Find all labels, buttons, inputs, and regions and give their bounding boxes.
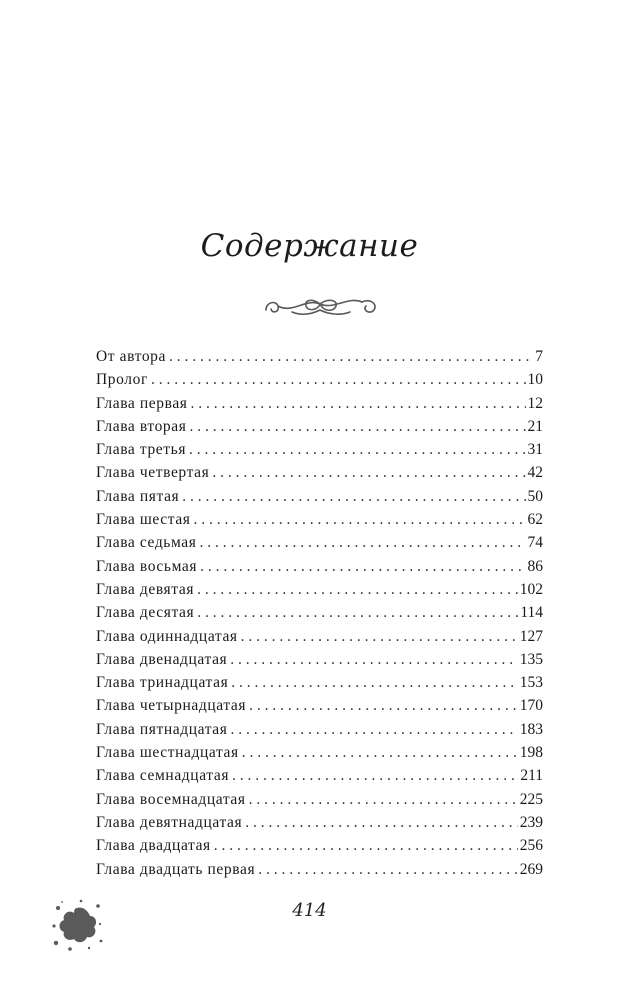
toc-dot-leader bbox=[258, 858, 518, 881]
toc-entry bbox=[96, 858, 543, 881]
toc-entry bbox=[96, 601, 543, 624]
page-title: Содержание bbox=[200, 228, 419, 264]
toc-dot-leader bbox=[230, 648, 517, 671]
toc-entry-page: 102 bbox=[519, 580, 543, 598]
toc-dot-leader bbox=[189, 438, 525, 461]
toc-dot-leader bbox=[169, 345, 533, 368]
toc-entry-title: Глава третья bbox=[96, 441, 187, 459]
toc-entry-title: Глава шестая bbox=[96, 511, 191, 529]
toc-entry bbox=[96, 625, 543, 648]
toc-entry-page: 86 bbox=[527, 557, 543, 575]
table-of-contents bbox=[96, 345, 543, 881]
page-number: 414 bbox=[292, 900, 327, 921]
toc-entry-page: 153 bbox=[519, 674, 543, 692]
toc-entry-title: Глава девятая bbox=[96, 580, 195, 598]
toc-entry bbox=[96, 671, 543, 694]
toc-entry bbox=[96, 345, 543, 368]
toc-dot-leader bbox=[151, 368, 526, 391]
toc-dot-leader bbox=[214, 834, 518, 857]
toc-entry-title: Глава двенадцатая bbox=[96, 650, 228, 668]
toc-dot-leader bbox=[230, 718, 517, 741]
toc-entry-title: Глава первая bbox=[96, 394, 188, 412]
toc-entry bbox=[96, 368, 543, 391]
toc-dot-leader bbox=[249, 694, 518, 717]
toc-entry-title: Глава тринадцатая bbox=[96, 674, 229, 692]
toc-entry-page: 12 bbox=[527, 394, 543, 412]
toc-entry bbox=[96, 485, 543, 508]
toc-entry bbox=[96, 531, 543, 554]
toc-entry-title: Глава четвертая bbox=[96, 464, 210, 482]
toc-dot-leader bbox=[241, 625, 518, 648]
toc-entry bbox=[96, 392, 543, 415]
toc-entry bbox=[96, 578, 543, 601]
toc-entry-page: 62 bbox=[527, 511, 543, 529]
toc-entry-title: Глава седьмая bbox=[96, 534, 197, 552]
toc-entry-title: Глава пятая bbox=[96, 487, 180, 505]
toc-dot-leader bbox=[232, 764, 518, 787]
toc-entry-page: 225 bbox=[519, 790, 543, 808]
toc-entry-page: 198 bbox=[519, 744, 543, 762]
toc-entry-page: 7 bbox=[535, 348, 543, 365]
toc-entry-page: 114 bbox=[520, 604, 543, 622]
flourish-divider-icon bbox=[262, 288, 380, 324]
toc-entry-page: 239 bbox=[519, 813, 543, 831]
toc-dot-leader bbox=[197, 601, 518, 624]
toc-entry-page: 31 bbox=[527, 441, 543, 459]
toc-entry bbox=[96, 415, 543, 438]
toc-entry-page: 50 bbox=[527, 487, 543, 505]
toc-entry bbox=[96, 834, 543, 857]
toc-entry bbox=[96, 718, 543, 741]
toc-entry-page: 127 bbox=[519, 627, 543, 645]
toc-dot-leader bbox=[231, 671, 517, 694]
toc-dot-leader bbox=[194, 508, 526, 531]
toc-entry-page: 211 bbox=[520, 767, 543, 785]
toc-dot-leader bbox=[242, 741, 518, 764]
toc-dot-leader bbox=[249, 788, 518, 811]
toc-entry bbox=[96, 461, 543, 484]
toc-dot-leader bbox=[212, 461, 525, 484]
toc-entry bbox=[96, 764, 543, 787]
toc-entry-title: Глава пятнадцатая bbox=[96, 720, 228, 738]
toc-entry-title: Глава восемнадцатая bbox=[96, 790, 246, 808]
toc-dot-leader bbox=[197, 578, 518, 601]
toc-dot-leader bbox=[200, 555, 525, 578]
toc-entry-title: Глава двадцать первая bbox=[96, 860, 256, 878]
toc-dot-leader bbox=[200, 531, 526, 554]
toc-entry-title: Глава девятнадцатая bbox=[96, 813, 243, 831]
toc-entry-title: Пролог bbox=[96, 371, 148, 389]
toc-entry bbox=[96, 811, 543, 834]
toc-entry bbox=[96, 648, 543, 671]
toc-entry bbox=[96, 741, 543, 764]
toc-entry bbox=[96, 508, 543, 531]
toc-entry bbox=[96, 694, 543, 717]
toc-entry-page: 183 bbox=[519, 720, 543, 738]
toc-entry-page: 74 bbox=[527, 534, 543, 552]
toc-entry-page: 170 bbox=[519, 697, 543, 715]
toc-entry-page: 269 bbox=[519, 860, 543, 878]
toc-entry-title: Глава восьмая bbox=[96, 557, 198, 575]
toc-entry-title: Глава вторая bbox=[96, 417, 187, 435]
toc-entry-title: Глава семнадцатая bbox=[96, 767, 230, 785]
toc-dot-leader bbox=[182, 485, 525, 508]
toc-entry-title: Глава шестнадцатая bbox=[96, 744, 239, 762]
toc-entry-page: 21 bbox=[527, 417, 543, 435]
toc-entry-page: 42 bbox=[527, 464, 543, 482]
toc-entry bbox=[96, 438, 543, 461]
toc-entry-title: Глава одиннадцатая bbox=[96, 627, 238, 645]
toc-entry bbox=[96, 555, 543, 578]
toc-entry-title: От автора bbox=[96, 348, 167, 365]
toc-dot-leader bbox=[245, 811, 517, 834]
toc-entry-page: 135 bbox=[519, 650, 543, 668]
toc-entry-title: Глава четырнадцатая bbox=[96, 697, 247, 715]
toc-entry-title: Глава десятая bbox=[96, 604, 195, 622]
toc-dot-leader bbox=[190, 415, 526, 438]
toc-entry-page: 10 bbox=[527, 371, 543, 389]
toc-entry bbox=[96, 788, 543, 811]
toc-entry-page: 256 bbox=[519, 837, 543, 855]
toc-entry-title: Глава двадцатая bbox=[96, 837, 211, 855]
toc-dot-leader bbox=[191, 392, 526, 415]
